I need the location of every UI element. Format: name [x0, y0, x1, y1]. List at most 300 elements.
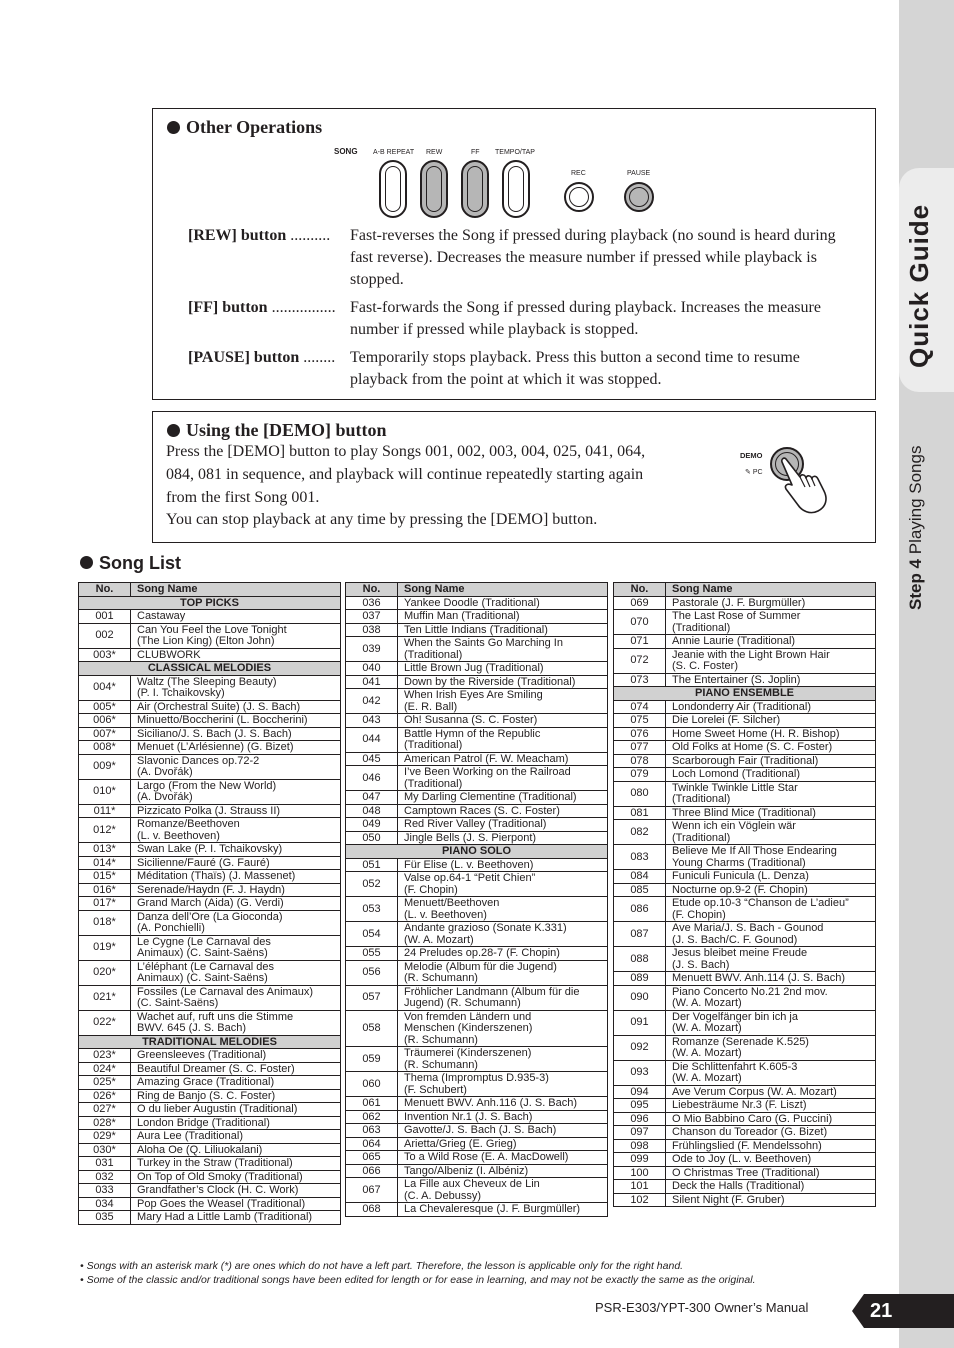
song-row: [79, 1211, 341, 1225]
song-number: 026*: [79, 1089, 131, 1103]
song-row: [79, 714, 341, 728]
song-row: [614, 727, 876, 741]
song-row: [614, 673, 876, 687]
song-row: [346, 623, 608, 637]
song-row: [346, 1151, 608, 1165]
song-name: Fröhlicher Landmann (Album für die Jugend) (R. Schumann): [398, 985, 608, 1010]
song-number: 079: [614, 768, 666, 782]
song-row: [346, 897, 608, 922]
page-number-tab: [852, 1294, 954, 1328]
song-row: [346, 831, 608, 845]
song-row: [346, 804, 608, 818]
song-number: 013*: [79, 843, 131, 857]
song-number: 069: [614, 596, 666, 610]
demo-text-line: You can stop playback at any time by pressing the [DEMO] button.: [166, 511, 598, 528]
song-number: 060: [346, 1072, 398, 1097]
song-number: 098: [614, 1139, 666, 1153]
song-row: [79, 610, 341, 624]
song-name: Ten Little Indians (Traditional): [398, 623, 608, 637]
song-number: 095: [614, 1099, 666, 1113]
song-number: 031: [79, 1157, 131, 1171]
song-row: [346, 947, 608, 961]
song-number: 001: [79, 610, 131, 624]
song-row: [614, 947, 876, 972]
song-name: Castaway: [131, 610, 341, 624]
song-name: Pizzicato Polka (J. Strauss II): [131, 804, 341, 818]
song-name: O du lieber Augustin (Traditional): [131, 1103, 341, 1117]
song-name: Thema (Impromptus D.935-3) (F. Schubert): [398, 1072, 608, 1097]
song-number: 083: [614, 845, 666, 870]
song-row: [346, 1097, 608, 1111]
song-row: [346, 610, 608, 624]
song-number: 087: [614, 922, 666, 947]
song-name: Von fremden Ländern und Menschen (Kinderszenen) (R. Schumann): [398, 1010, 608, 1047]
song-name: Melodie (Album für die Jugend) (R. Schumann): [398, 960, 608, 985]
song-row: [79, 935, 341, 960]
song-number: 082: [614, 820, 666, 845]
song-row: [614, 1193, 876, 1207]
song-name: Camptown Races (S. C. Foster): [398, 804, 608, 818]
section-row: [79, 1035, 341, 1049]
song-name: Menuet (L’Arlésienne) (G. Bizet): [131, 741, 341, 755]
song-name: Ode to Joy (L. v. Beethoven): [666, 1153, 876, 1167]
song-number: 076: [614, 727, 666, 741]
song-number: 100: [614, 1166, 666, 1180]
song-row: [346, 1010, 608, 1047]
song-name: Down by the Riverside (Traditional): [398, 675, 608, 689]
section-label: TOP PICKS: [79, 596, 341, 610]
ff-button[interactable]: [461, 160, 489, 218]
song-name: CLUBWORK: [131, 648, 341, 662]
song-number: 064: [346, 1137, 398, 1151]
op-desc-pause: Temporarily stops playback. Press this button a second time to resume playback from the point at which it was stopped.: [350, 349, 800, 388]
song-name: When the Saints Go Marching In (Traditional): [398, 637, 608, 662]
song-name: Ave Verum Corpus (W. A. Mozart): [666, 1085, 876, 1099]
song-name: Believe Me If All Those Endearing Young Charms (Traditional): [666, 845, 876, 870]
section-row: [79, 662, 341, 676]
song-name: Turkey in the Straw (Traditional): [131, 1157, 341, 1171]
pc-label: ✎ PC: [745, 469, 763, 476]
song-number: 090: [614, 985, 666, 1010]
ab-repeat-button[interactable]: [379, 160, 407, 218]
song-row: [346, 662, 608, 676]
song-number: 048: [346, 804, 398, 818]
song-row: [614, 845, 876, 870]
song-name: Swan Lake (P. I. Tchaikovsky): [131, 843, 341, 857]
section-label: PIANO ENSEMBLE: [614, 687, 876, 701]
op-term-text: [REW] button: [188, 227, 287, 244]
song-row: [346, 1072, 608, 1097]
song-name: When Irish Eyes Are Smiling (E. R. Ball): [398, 689, 608, 714]
song-row: [79, 1157, 341, 1171]
song-row: [614, 1010, 876, 1035]
song-row: [614, 754, 876, 768]
song-name: Frühlingslied (F. Mendelssohn): [666, 1139, 876, 1153]
song-name: Andante grazioso (Sonate K.331) (W. A. Mozart): [398, 922, 608, 947]
tempo-tap-button[interactable]: [502, 160, 530, 218]
song-number: 052: [346, 872, 398, 897]
song-number: 088: [614, 947, 666, 972]
song-number: 054: [346, 922, 398, 947]
song-row: [79, 897, 341, 911]
manual-title: PSR-E303/YPT-300 Owner’s Manual: [595, 1300, 809, 1315]
demo-label: DEMO: [740, 451, 763, 460]
song-number: 034: [79, 1197, 131, 1211]
demo-text-line: 084, 081 in sequence, and playback will continue repeatedly starting again: [166, 466, 644, 483]
side-tab: [899, 0, 954, 1348]
song-number: 024*: [79, 1062, 131, 1076]
song-row: [614, 648, 876, 673]
song-row: [614, 610, 876, 635]
song-row: [614, 883, 876, 897]
song-name: Sicilienne/Fauré (G. Fauré): [131, 856, 341, 870]
song-name: Londonderry Air (Traditional): [666, 700, 876, 714]
section-row: [614, 687, 876, 701]
song-row: [79, 804, 341, 818]
song-row: [346, 872, 608, 897]
song-number: 039: [346, 637, 398, 662]
song-number: 062: [346, 1110, 398, 1124]
song-name: Jingle Bells (J. S. Pierpont): [398, 831, 608, 845]
table-header-row: [346, 583, 608, 597]
song-name: Grand March (Aida) (G. Verdi): [131, 897, 341, 911]
song-name: Amazing Grace (Traditional): [131, 1076, 341, 1090]
song-row: [79, 1170, 341, 1184]
song-name: Menuett BWV. Anh.114 (J. S. Bach): [666, 972, 876, 986]
song-name: Muffin Man (Traditional): [398, 610, 608, 624]
other-operations-heading: [167, 117, 322, 138]
song-name: L’éléphant (Le Carnaval des Animaux) (C. Saint-Saëns): [131, 960, 341, 985]
song-name: Scarborough Fair (Traditional): [666, 754, 876, 768]
song-name: Invention Nr.1 (J. S. Bach): [398, 1110, 608, 1124]
song-number: 002: [79, 623, 131, 648]
song-row: [79, 1089, 341, 1103]
song-name: Die Schlittenfahrt K.605-3 (W. A. Mozart): [666, 1060, 876, 1085]
song-name: Jeanie with the Light Brown Hair (S. C. Foster): [666, 648, 876, 673]
song-row: [79, 1103, 341, 1117]
song-row: [614, 1099, 876, 1113]
op-desc-ff: Fast-forwards the Song if pressed during playback. Increases the measure number if pressed while playback is stopped.: [350, 299, 821, 338]
song-number: 061: [346, 1097, 398, 1111]
song-number: 065: [346, 1151, 398, 1165]
song-name: Aura Lee (Traditional): [131, 1130, 341, 1144]
song-number: 097: [614, 1126, 666, 1140]
bullet-icon: [80, 556, 93, 569]
song-number: 003*: [79, 648, 131, 662]
song-table-2: [345, 582, 608, 1217]
song-row: [346, 1178, 608, 1203]
song-number: 032: [79, 1170, 131, 1184]
song-number: 007*: [79, 727, 131, 741]
song-row: [614, 820, 876, 845]
song-name: Annie Laurie (Traditional): [666, 635, 876, 649]
song-row: [614, 1180, 876, 1194]
song-number: 050: [346, 831, 398, 845]
song-number: 043: [346, 714, 398, 728]
song-name: Nocturne op.9-2 (F. Chopin): [666, 883, 876, 897]
table-header-row: [79, 583, 341, 597]
song-number: 025*: [79, 1076, 131, 1090]
song-row: [346, 727, 608, 752]
song-row: [346, 1124, 608, 1138]
song-name: La Fille aux Cheveux de Lin (C. A. Debussy): [398, 1178, 608, 1203]
song-number: 028*: [79, 1116, 131, 1130]
song-name: Menuett BWV. Anh.116 (J. S. Bach): [398, 1097, 608, 1111]
song-name: Loch Lomond (Traditional): [666, 768, 876, 782]
song-row: [79, 818, 341, 843]
tempo-tap-label: TEMPO/TAP: [495, 149, 535, 156]
song-name: Yankee Doodle (Traditional): [398, 596, 608, 610]
song-number: 053: [346, 897, 398, 922]
song-number: 080: [614, 781, 666, 806]
op-term-dots: ........: [303, 349, 336, 366]
song-row: [79, 870, 341, 884]
song-row: [614, 596, 876, 610]
header-song-name: Song Name: [398, 583, 608, 597]
op-term-rew: [188, 227, 330, 245]
op-term-text: [FF] button: [188, 299, 268, 316]
song-number: 096: [614, 1112, 666, 1126]
song-row: [614, 741, 876, 755]
song-name: Träumerei (Kinderszenen) (R. Schumann): [398, 1047, 608, 1072]
song-row: [614, 635, 876, 649]
op-term-pause: [188, 349, 335, 367]
song-name: Arietta/Grieg (E. Grieg): [398, 1137, 608, 1151]
song-name: Fossiles (Le Carnaval des Animaux) (C. Saint-Saëns): [131, 985, 341, 1010]
song-name: Oh! Susanna (S. C. Foster): [398, 714, 608, 728]
op-term-ff: [188, 299, 336, 317]
song-name: American Patrol (F. W. Meacham): [398, 752, 608, 766]
section-label: CLASSICAL MELODIES: [79, 662, 341, 676]
song-row: [79, 727, 341, 741]
song-name: Danza dell’Ore (La Gioconda) (A. Ponchielli): [131, 910, 341, 935]
op-term-dots: ................: [271, 299, 336, 316]
rew-button[interactable]: [420, 160, 448, 218]
song-number: 010*: [79, 779, 131, 804]
song-name: Die Lorelei (F. Silcher): [666, 714, 876, 728]
song-number: 067: [346, 1178, 398, 1203]
song-number: 070: [614, 610, 666, 635]
header-song-name: Song Name: [131, 583, 341, 597]
song-name: Waltz (The Sleeping Beauty) (P. I. Tchaikovsky): [131, 675, 341, 700]
song-row: [614, 922, 876, 947]
song-name: Minuetto/Boccherini (L. Boccherini): [131, 714, 341, 728]
song-row: [346, 675, 608, 689]
song-number: 017*: [79, 897, 131, 911]
song-name: Gavotte/J. S. Bach (J. S. Bach): [398, 1124, 608, 1138]
song-name: Serenade/Haydn (F. J. Haydn): [131, 883, 341, 897]
page-number: 21: [870, 1300, 893, 1322]
song-name: O Christmas Tree (Traditional): [666, 1166, 876, 1180]
song-row: [79, 700, 341, 714]
pc-label-text: PC: [752, 469, 763, 476]
song-number: 005*: [79, 700, 131, 714]
song-number: 035: [79, 1211, 131, 1225]
song-name: Red River Valley (Traditional): [398, 818, 608, 832]
song-name: Wenn ich ein Vöglein wär (Traditional): [666, 820, 876, 845]
song-name: Can You Feel the Love Tonight (The Lion King) (Elton John): [131, 623, 341, 648]
song-row: [614, 1035, 876, 1060]
song-row: [614, 781, 876, 806]
song-name: Largo (From the New World) (A. Dvořák): [131, 779, 341, 804]
song-name: Air (Orchestral Suite) (J. S. Bach): [131, 700, 341, 714]
song-row: [346, 1047, 608, 1072]
song-row: [79, 1143, 341, 1157]
song-row: [346, 1110, 608, 1124]
song-number: 075: [614, 714, 666, 728]
song-row: [614, 897, 876, 922]
song-row: [79, 675, 341, 700]
song-number: 018*: [79, 910, 131, 935]
song-row: [79, 960, 341, 985]
song-number: 027*: [79, 1103, 131, 1117]
song-row: [346, 922, 608, 947]
song-row: [79, 623, 341, 648]
song-name: Silent Night (F. Gruber): [666, 1193, 876, 1207]
song-number: 044: [346, 727, 398, 752]
song-row: [79, 1049, 341, 1063]
song-name: Ave Maria/J. S. Bach - Gounod (J. S. Bach/C. F. Gounod): [666, 922, 876, 947]
song-row: [79, 754, 341, 779]
song-row: [614, 768, 876, 782]
song-name: My Darling Clementine (Traditional): [398, 791, 608, 805]
song-name: Beautiful Dreamer (S. C. Foster): [131, 1062, 341, 1076]
song-number: 033: [79, 1184, 131, 1198]
song-row: [346, 858, 608, 872]
song-name: Deck the Halls (Traditional): [666, 1180, 876, 1194]
song-number: 068: [346, 1203, 398, 1217]
song-number: 022*: [79, 1010, 131, 1035]
footnote-edited: • Some of the classic and/or traditional songs have been edited for length or for ease in learning, and may not be exactly the same as the original.: [80, 1274, 756, 1286]
song-row: [614, 972, 876, 986]
song-name: Greensleeves (Traditional): [131, 1049, 341, 1063]
song-number: 045: [346, 752, 398, 766]
song-name: 24 Preludes op.28-7 (F. Chopin): [398, 947, 608, 961]
song-number: 046: [346, 766, 398, 791]
section-title: Quick Guide: [904, 203, 934, 368]
song-row: [346, 766, 608, 791]
song-row: [614, 1112, 876, 1126]
song-list-title: Song List: [99, 553, 181, 573]
pause-button[interactable]: [624, 182, 654, 212]
song-number: 014*: [79, 856, 131, 870]
song-number: 099: [614, 1153, 666, 1167]
ab-repeat-label: A-B REPEAT: [373, 149, 415, 156]
song-number: 071: [614, 635, 666, 649]
song-number: 029*: [79, 1130, 131, 1144]
song-row: [346, 960, 608, 985]
section-row: [79, 596, 341, 610]
song-number: 077: [614, 741, 666, 755]
op-term-dots: ..........: [290, 227, 331, 244]
song-row: [346, 689, 608, 714]
rec-label: REC: [571, 170, 586, 177]
song-row: [614, 1126, 876, 1140]
song-row: [79, 1116, 341, 1130]
song-number: 037: [346, 610, 398, 624]
song-number: 004*: [79, 675, 131, 700]
song-row: [79, 648, 341, 662]
song-number: 101: [614, 1180, 666, 1194]
song-number: 016*: [79, 883, 131, 897]
step-title: [906, 446, 926, 610]
song-name: Old Folks at Home (S. C. Foster): [666, 741, 876, 755]
song-number: 008*: [79, 741, 131, 755]
song-name: Funiculi Funicula (L. Denza): [666, 870, 876, 884]
song-table-1: [78, 582, 341, 1225]
song-table-3: [613, 582, 876, 1207]
song-row: [79, 741, 341, 755]
song-row: [79, 1130, 341, 1144]
song-name: O Mio Babbino Caro (G. Puccini): [666, 1112, 876, 1126]
song-number: 047: [346, 791, 398, 805]
demo-text-line: Press the [DEMO] button to play Songs 001, 002, 003, 004, 025, 041, 064,: [166, 443, 646, 460]
song-number: 085: [614, 883, 666, 897]
song-number: 038: [346, 623, 398, 637]
song-name: Battle Hymn of the Republic (Traditional): [398, 727, 608, 752]
song-row: [346, 1203, 608, 1217]
song-number: 049: [346, 818, 398, 832]
song-number: 081: [614, 806, 666, 820]
song-number: 040: [346, 662, 398, 676]
song-row: [346, 818, 608, 832]
song-number: 089: [614, 972, 666, 986]
song-row: [79, 883, 341, 897]
song-list-heading: [80, 553, 181, 574]
section-label: TRADITIONAL MELODIES: [79, 1035, 341, 1049]
section-row: [346, 845, 608, 859]
step-label: Step 4: [906, 558, 925, 610]
song-number: 021*: [79, 985, 131, 1010]
song-name: Piano Concerto No.21 2nd mov. (W. A. Mozart): [666, 985, 876, 1010]
ff-label: FF: [471, 149, 480, 156]
song-number: 023*: [79, 1049, 131, 1063]
song-number: 036: [346, 596, 398, 610]
song-name: Le Cygne (Le Carnaval des Animaux) (C. Saint-Saëns): [131, 935, 341, 960]
song-name: Tango/Albeniz (I. Albéniz): [398, 1164, 608, 1178]
song-name: Liebesträume Nr.3 (F. Liszt): [666, 1099, 876, 1113]
song-number: 092: [614, 1035, 666, 1060]
song-row: [346, 752, 608, 766]
song-name: The Entertainer (S. Joplin): [666, 673, 876, 687]
song-number: 057: [346, 985, 398, 1010]
song-name: To a Wild Rose (E. A. MacDowell): [398, 1151, 608, 1165]
rec-button[interactable]: [564, 182, 594, 212]
song-row: [79, 843, 341, 857]
song-row: [614, 870, 876, 884]
song-row: [614, 985, 876, 1010]
song-number: 051: [346, 858, 398, 872]
song-row: [346, 596, 608, 610]
bullet-icon: [167, 121, 180, 134]
song-row: [346, 791, 608, 805]
song-row: [79, 1010, 341, 1035]
song-number: 009*: [79, 754, 131, 779]
song-row: [346, 1164, 608, 1178]
song-number: 102: [614, 1193, 666, 1207]
song-name: La Chevaleresque (J. F. Burgmüller): [398, 1203, 608, 1217]
song-number: 073: [614, 673, 666, 687]
song-number: 041: [346, 675, 398, 689]
song-number: 056: [346, 960, 398, 985]
bullet-icon: [167, 424, 180, 437]
song-number: 006*: [79, 714, 131, 728]
song-name: Für Elise (L. v. Beethoven): [398, 858, 608, 872]
song-label: SONG: [334, 147, 358, 156]
song-row: [346, 714, 608, 728]
song-name: Romanze/Beethoven (L. v. Beethoven): [131, 818, 341, 843]
song-name: Romanze (Serenade K.525) (W. A. Mozart): [666, 1035, 876, 1060]
